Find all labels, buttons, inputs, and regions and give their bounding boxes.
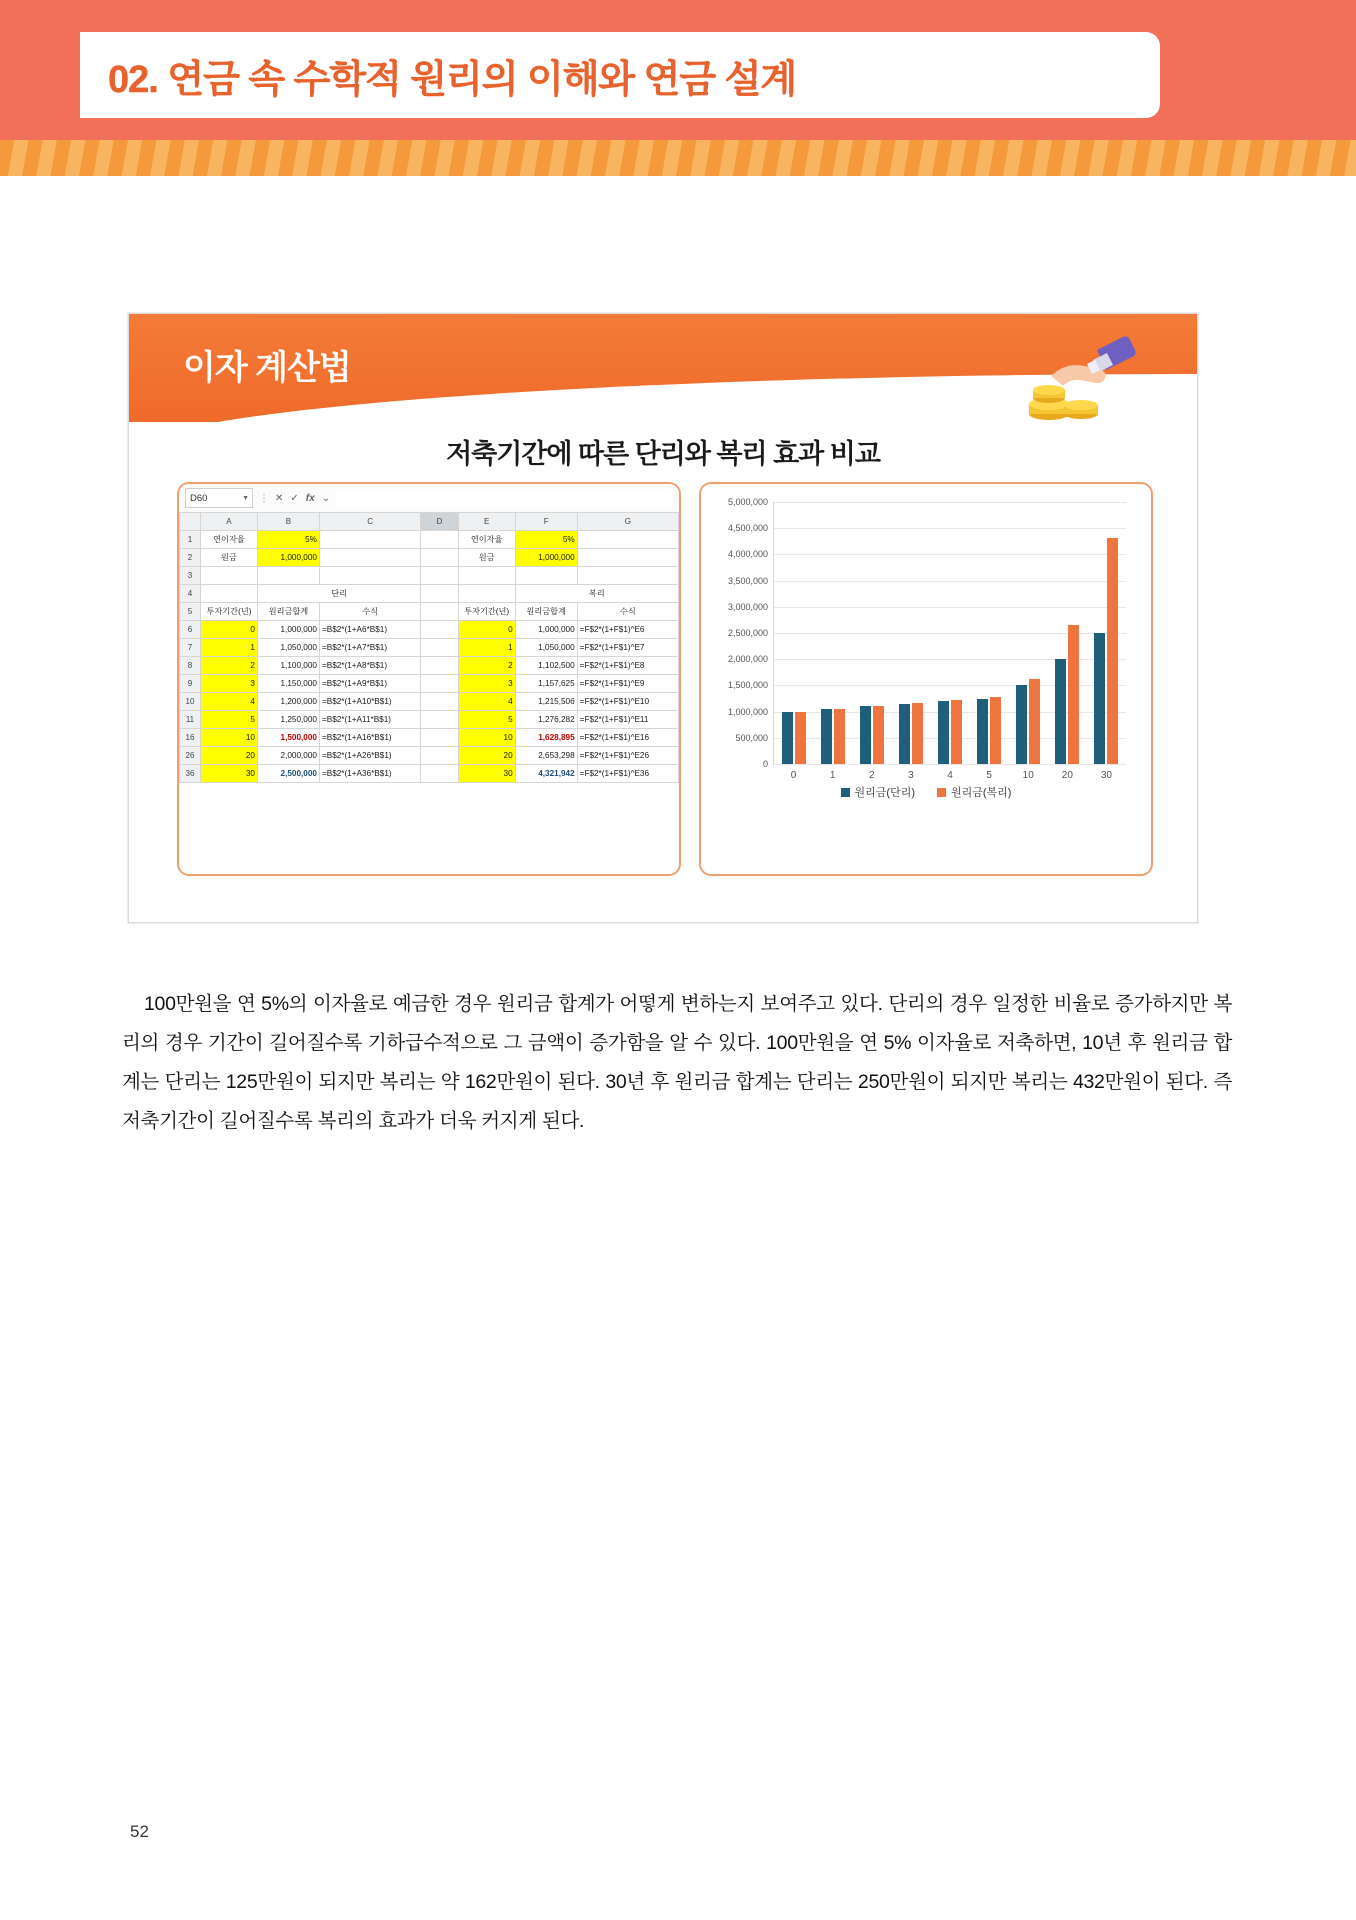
corner-cell[interactable] [180,513,201,531]
cell-gap[interactable] [421,747,458,765]
cell-formula-simple[interactable]: =B$2*(1+A6*B$1) [319,621,420,639]
chart-bar-group [782,712,806,764]
x-axis-tick-label: 4 [947,770,953,781]
chart-bar-group [899,703,923,764]
cell-b1[interactable]: 5% [257,531,319,549]
table-row [180,603,679,621]
table-row [180,531,679,549]
cell-a5[interactable]: 투자기간(년) [200,603,257,621]
y-axis-tick-label: 4,500,000 [727,523,768,534]
chart-bar-group [1055,625,1079,764]
cell-formula-simple[interactable]: =B$2*(1+A16*B$1) [319,729,420,747]
cell-formula-compound[interactable]: =F$2*(1+F$1)^E26 [577,747,678,765]
cell-formula-compound[interactable]: =F$2*(1+F$1)^E36 [577,765,678,783]
cell-b3[interactable] [257,567,319,585]
cell-total-compound[interactable]: 1,102,500 [515,657,577,675]
cell-period-simple[interactable]: 10 [200,729,257,747]
cell-total-simple[interactable]: 2,500,000 [257,765,319,783]
table-row [180,639,679,657]
cell-c2[interactable] [319,549,420,567]
cell-formula-compound[interactable]: =F$2*(1+F$1)^E16 [577,729,678,747]
formula-bar-icons [275,493,330,504]
cell-period-compound[interactable]: 2 [458,657,515,675]
y-axis-tick-label: 5,000,000 [727,497,768,507]
y-axis-tick-label: 3,000,000 [727,601,768,612]
row-header[interactable]: 1 [180,531,201,549]
chart-bar-group [1094,538,1118,764]
cell-total-compound[interactable]: 4,321,942 [515,765,577,783]
cell-total-simple[interactable]: 1,200,000 [257,693,319,711]
table-row [180,657,679,675]
cell-formula-simple[interactable]: =B$2*(1+A26*B$1) [319,747,420,765]
cell-total-compound[interactable]: 1,050,000 [515,639,577,657]
cell-compound-title[interactable]: 복리 [515,585,678,603]
cell-total-compound[interactable]: 1,276,282 [515,711,577,729]
cell-period-simple[interactable]: 5 [200,711,257,729]
row-header[interactable]: 3 [180,567,201,585]
table-row [180,747,679,765]
cell-d3[interactable] [421,567,458,585]
cell-total-simple[interactable]: 1,500,000 [257,729,319,747]
legend-item-compound [937,784,1011,800]
table-row [180,549,679,567]
cell-total-compound[interactable]: 1,000,000 [515,621,577,639]
cell-g5[interactable]: 수식 [577,603,678,621]
cell-formula-simple[interactable]: =B$2*(1+A36*B$1) [319,765,420,783]
chart-bar-group [977,697,1001,764]
row-header[interactable]: 8 [180,657,201,675]
cell-e3[interactable] [458,567,515,585]
row-header[interactable]: 2 [180,549,201,567]
excel-screenshot-panel [177,482,681,876]
chart-bar-simple [977,699,988,765]
row-header[interactable]: 26 [180,747,201,765]
formula-expand-icon[interactable]: ⌄ [321,492,331,504]
chart-bar-simple [938,701,949,764]
cell-total-compound[interactable]: 1,628,895 [515,729,577,747]
cell-gap[interactable] [421,711,458,729]
x-axis-tick-label: 1 [829,770,836,781]
chart-bar-simple [899,704,910,764]
cell-period-compound[interactable]: 4 [458,693,515,711]
chart-bar-compound [1029,679,1040,764]
chart-bar-compound [1107,538,1118,764]
cell-gap[interactable] [421,639,458,657]
cell-g1[interactable] [577,531,678,549]
y-axis-tick-label: 500,000 [735,732,768,743]
function-icon[interactable]: fx [305,492,315,504]
legend-label: 원리금(단리) [854,787,915,799]
cell-c3[interactable] [319,567,420,585]
cell-formula-compound[interactable]: =F$2*(1+F$1)^E9 [577,675,678,693]
formula-bar-divider: ⋮ [259,492,269,504]
col-header-e[interactable]: E [458,513,515,531]
slide-banner-title: 이자 계산법 [183,349,351,387]
chart-gridline [762,759,1126,769]
cell-f2[interactable]: 1,000,000 [515,549,577,567]
row-header[interactable]: 11 [180,711,201,729]
cell-a1[interactable]: 연이자율 [200,531,257,549]
chart-plot-area [727,497,1126,781]
chart-gridline [727,549,1126,560]
chart-gridline [727,601,1126,612]
chart-heading: 저축기간에 따른 단리와 복리 효과 비교 [446,439,880,469]
cell-total-simple[interactable]: 1,250,000 [257,711,319,729]
cell-e5[interactable]: 투자기간(년) [458,603,515,621]
x-axis-tick-label: 5 [986,770,992,781]
row-header[interactable]: 7 [180,639,201,657]
chart-gridline [727,523,1126,534]
cell-b2[interactable]: 1,000,000 [257,549,319,567]
cell-formula-simple[interactable]: =B$2*(1+A8*B$1) [319,657,420,675]
table-row [180,621,679,639]
chart-bar-compound [795,712,806,764]
chart-bar-compound [873,706,884,764]
cell-f3[interactable] [515,567,577,585]
cell-formula-compound[interactable]: =F$2*(1+F$1)^E11 [577,711,678,729]
chart-bar-simple [1094,633,1105,764]
cell-period-compound[interactable]: 3 [458,675,515,693]
chart-bar-group [938,700,962,764]
row-header[interactable]: 6 [180,621,201,639]
y-axis-tick-label: 4,000,000 [727,549,768,560]
cell-total-simple[interactable]: 1,150,000 [257,675,319,693]
cell-g2[interactable] [577,549,678,567]
table-row [180,567,679,585]
cell-formula-compound[interactable]: =F$2*(1+F$1)^E6 [577,621,678,639]
chart-bar-simple [1016,685,1027,764]
col-header-f[interactable]: F [515,513,577,531]
cell-period-compound[interactable]: 20 [458,747,515,765]
chart-bar-compound [951,700,962,764]
cell-e2[interactable]: 원금 [458,549,515,567]
legend-swatch-icon [937,788,946,797]
body-text [122,985,1232,1141]
cell-period-compound[interactable]: 30 [458,765,515,783]
cell-e1[interactable]: 연이자율 [458,531,515,549]
chart-bar-group [821,709,845,764]
column-header-row [180,513,679,531]
chart-bar-simple [782,712,793,764]
row-header[interactable]: 36 [180,765,201,783]
cell-c5[interactable]: 수식 [319,603,420,621]
table-row [180,729,679,747]
col-header-a[interactable]: A [200,513,257,531]
cell-f1[interactable]: 5% [515,531,577,549]
cell-period-simple[interactable]: 4 [200,693,257,711]
col-header-g[interactable]: G [577,513,678,531]
chart-bar-compound [912,703,923,764]
slide-card [128,313,1198,923]
cell-e4[interactable] [458,585,515,603]
chart-gridline [727,575,1126,586]
cell-period-simple[interactable]: 30 [200,765,257,783]
excel-sheet [179,512,679,783]
cell-gap[interactable] [421,657,458,675]
col-header-b[interactable]: B [257,513,319,531]
row-header[interactable]: 16 [180,729,201,747]
page-number: 52 [130,1822,149,1841]
cell-period-compound[interactable]: 5 [458,711,515,729]
col-header-d[interactable]: D [421,513,458,531]
cell-gap[interactable] [421,675,458,693]
cell-simple-title[interactable]: 단리 [257,585,420,603]
name-box-value: D60 [190,492,208,504]
chart-bar-compound [834,709,845,764]
x-axis-tick-label: 30 [1100,770,1112,781]
cell-total-simple[interactable]: 2,000,000 [257,747,319,765]
cell-period-simple[interactable]: 2 [200,657,257,675]
chevron-down-icon[interactable]: ▼ [242,494,249,502]
chart-bar-group [860,706,884,764]
cell-gap[interactable] [421,765,458,783]
header-stripe [0,140,1356,176]
cell-period-simple[interactable]: 1 [200,639,257,657]
table-row [180,585,679,603]
cell-period-compound[interactable]: 0 [458,621,515,639]
cell-formula-compound[interactable]: =F$2*(1+F$1)^E7 [577,639,678,657]
cell-period-simple[interactable]: 20 [200,747,257,765]
row-header[interactable]: 5 [180,603,201,621]
table-row [180,693,679,711]
cell-formula-simple[interactable]: =B$2*(1+A7*B$1) [319,639,420,657]
cell-period-compound[interactable]: 10 [458,729,515,747]
cell-formula-simple[interactable]: =B$2*(1+A9*B$1) [319,675,420,693]
hand-coins-icon [1011,334,1141,424]
cell-formula-simple[interactable]: =B$2*(1+A11*B$1) [319,711,420,729]
confirm-icon[interactable]: ✓ [290,492,299,504]
cell-d4[interactable] [421,585,458,603]
comparison-bar-chart [699,482,1153,876]
chart-gridline [727,497,1126,507]
cell-c1[interactable] [319,531,420,549]
x-axis-tick-label: 3 [908,770,914,781]
x-axis-tick-label: 2 [868,770,875,781]
legend-label: 원리금(복리) [951,787,1012,799]
chart-bar-simple [821,709,832,764]
cell-total-simple[interactable]: 1,050,000 [257,639,319,657]
cell-a3[interactable] [200,567,257,585]
legend-swatch-icon [841,788,850,797]
x-axis-tick-label: 10 [1022,770,1034,781]
y-axis-tick-label: 3,500,000 [727,575,768,586]
cell-total-simple[interactable]: 1,000,000 [257,621,319,639]
y-axis-tick-label: 0 [762,759,768,769]
table-row [180,765,679,783]
cell-total-simple[interactable]: 1,100,000 [257,657,319,675]
row-header[interactable]: 4 [180,585,201,603]
y-axis-tick-label: 1,500,000 [727,680,768,691]
cell-f5[interactable]: 원리금합계 [515,603,577,621]
chart-bar-compound [990,697,1001,764]
name-box[interactable] [185,488,253,508]
cell-formula-simple[interactable]: =B$2*(1+A10*B$1) [319,693,420,711]
cell-period-simple[interactable]: 0 [200,621,257,639]
row-header[interactable]: 10 [180,693,201,711]
table-row [180,711,679,729]
table-row [180,675,679,693]
legend-item-simple [841,784,915,800]
cell-d5[interactable] [421,603,458,621]
formula-input[interactable] [336,489,673,507]
body-paragraph: 100만원을 연 5%의 이자율로 예금한 경우 원리금 합계가 어떻게 변하는지 보여주고 있다. 단리의 경우 일정한 비율로 증가하지만 복리의 경우 기간이 길어질수록 기하급수적으로 그 금액이 증가함을 알 수 있다. 100만원을 연 5% 이자율로 저축하면, 10년 후 원리금 합계는 단리는 125만원이 되지만 복리는 약 162만원이 된다. 30년 후 원리금 합계는 단리는 250만원이 되지만 복리는 432만원이 된다. 즉 저축기간이 길어질수록 복리의 효과가 더욱 커지게 된다. [122,993,1232,1132]
cell-period-simple[interactable]: 3 [200,675,257,693]
cell-gap[interactable] [421,693,458,711]
row-header[interactable]: 9 [180,675,201,693]
chart-bar-simple [1055,659,1066,764]
cell-g3[interactable] [577,567,678,585]
cell-d2[interactable] [421,549,458,567]
cancel-icon[interactable]: ✕ [275,492,284,504]
cell-gap[interactable] [421,621,458,639]
cell-total-compound[interactable]: 2,653,298 [515,747,577,765]
y-axis-tick-label: 2,000,000 [727,654,768,665]
col-header-c[interactable]: C [319,513,420,531]
page-title: 02. 연금 속 수학적 원리의 이해와 연금 설계 [108,59,797,101]
chart-bar-group [1016,679,1040,764]
chart-legend [701,784,1151,800]
y-axis-tick-label: 2,500,000 [727,628,768,638]
excel-formula-bar [179,484,679,513]
cell-formula-compound[interactable]: =F$2*(1+F$1)^E8 [577,657,678,675]
cell-period-compound[interactable]: 1 [458,639,515,657]
cell-a2[interactable]: 원금 [200,549,257,567]
cell-total-compound[interactable]: 1,215,506 [515,693,577,711]
x-axis-tick-label: 20 [1061,770,1073,781]
cell-formula-compound[interactable]: =F$2*(1+F$1)^E10 [577,693,678,711]
cell-a4[interactable] [200,585,257,603]
chart-bar-compound [1068,625,1079,764]
cell-d1[interactable] [421,531,458,549]
y-axis-tick-label: 1,000,000 [727,706,768,717]
cell-total-compound[interactable]: 1,157,625 [515,675,577,693]
cell-b5[interactable]: 원리금합계 [257,603,319,621]
cell-gap[interactable] [421,729,458,747]
chart-bar-simple [860,706,871,764]
x-axis-tick-label: 0 [790,770,797,781]
